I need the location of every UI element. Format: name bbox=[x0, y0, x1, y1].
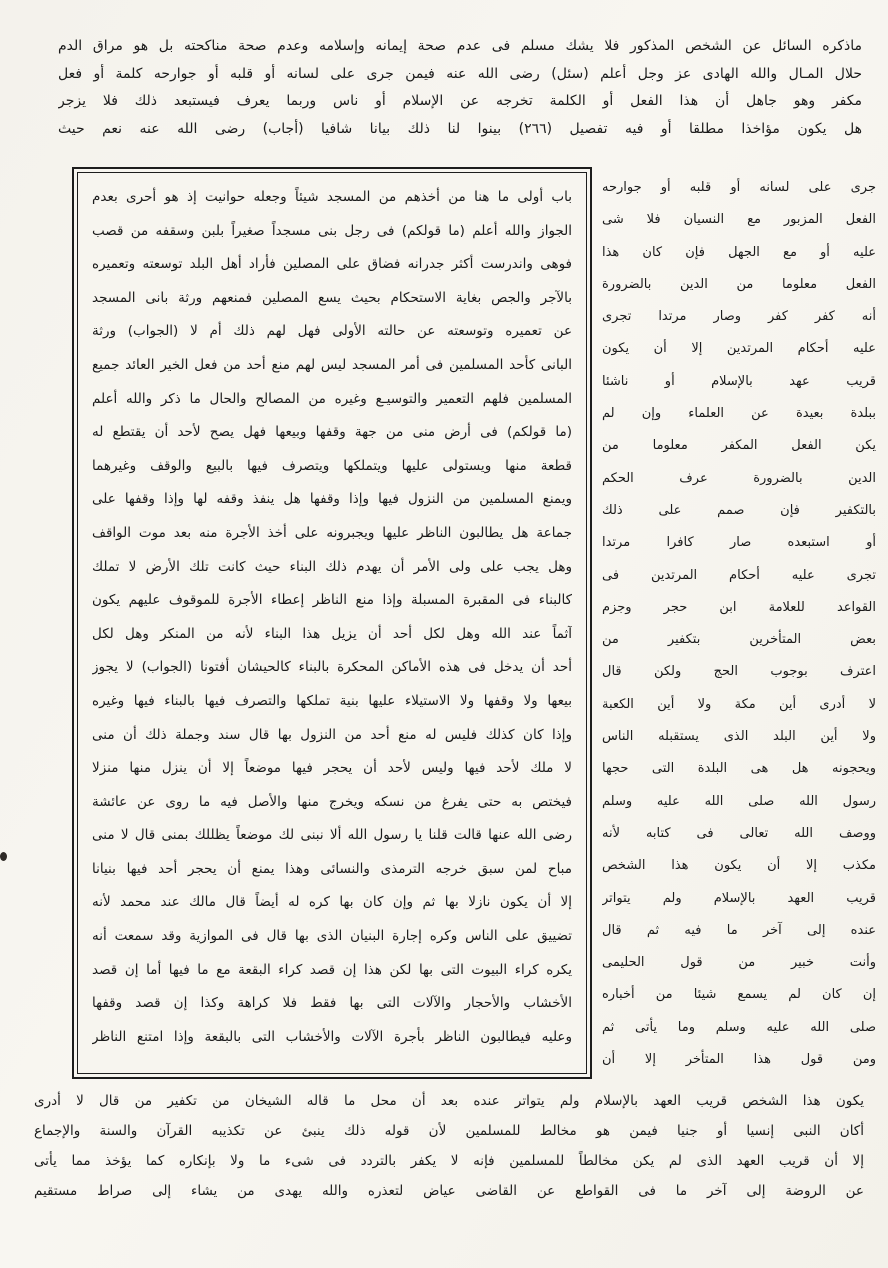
framed-text-line: جماعة هل يطالبون الناظر عليها ويجبرونه على أخذ الأجرة منه بعد موت الواقف bbox=[92, 524, 572, 541]
main-text-frame bbox=[72, 167, 592, 1079]
margin-text-line: اعترف بوجوب الحج ولكن قال bbox=[602, 664, 876, 680]
margin-text-line: وأنت خبير من قول الحليمى bbox=[602, 955, 876, 971]
framed-text-line: بالآجر والجص بغاية الاستحكام بحيث يسع المصلين فمنعهم ورثة بانى المسجد bbox=[92, 289, 572, 306]
framed-text-line: وإذا كان كذلك فليس له منع أحد من النزول بها قال سند وجملة ذلك أن منى bbox=[92, 726, 572, 743]
framed-text-line: كالبناء فى المقبرة المسبلة وإذا منع الناظر إعطاء الأجرة للموقوف عليهم يكون bbox=[92, 592, 572, 609]
framed-text-line: أحد أن يدخل فى هذه الأماكن المحكرة بالبناء كالحيشان أفتونا (الجواب) لا يجوز bbox=[92, 659, 572, 676]
margin-text-line: ولا أين البلد الذى يستقبله الناس bbox=[602, 729, 876, 745]
margin-text-line: بعض المتأخرين بتكفير من bbox=[602, 632, 876, 648]
framed-text-line: فوهى واندرست أكثر جدرانه فضاق على المصلين فأراد أهل البلد توسعته وتعميره bbox=[92, 256, 572, 273]
framed-text-line: البانى كأحد المسلمين فى أمر المسجد ليس لهم منع أحد من فعل الخير العائد جميع bbox=[92, 356, 572, 373]
margin-commentary-column bbox=[602, 172, 876, 1076]
footer-text-line: عن الروضة إلى آخر ما فى القواطع عن القاضى عياض لتعذره والله يهدى من يشاء إلى صراط مستقيم bbox=[34, 1183, 864, 1199]
frame-inner-text bbox=[77, 172, 587, 1074]
framed-text-line: باب أولى ما هنا من أخذهم من المسجد شيئاً وجعله حوانيت إذ هو أحرى بعدم bbox=[92, 189, 572, 205]
footer-text-line: إلا أن قريب العهد الذى لم يكن مخالطاً للمسلمين فإنه لا يكفر بالتردد فى شىء ما ولا بإنكاره كما يؤخذ مما يأتى bbox=[34, 1153, 864, 1169]
margin-text-line: تجرى عليه أحكام المرتدين فى bbox=[602, 567, 876, 583]
margin-text-line: عليه أحكام المرتدين إلا أن يكون bbox=[602, 341, 876, 357]
framed-text-line: مباح لمن سبق خرجه الترمذى والنسائى وهذا يمنع أن يحجر أحد فيها بنيانا bbox=[92, 860, 572, 877]
framed-text-line: يكره كراء البيوت التى بها لكن هذا إن قصد كراء البقعة مع ما فيها أما إن قصد bbox=[92, 961, 572, 978]
framed-text-line: (ما قولكم) فى أرض منى من جهة وقفها وبيعها فهل يصح لأحد أن يقتطع له bbox=[92, 424, 572, 441]
margin-text-line: أو استبعده صار كافرا مرتدا bbox=[602, 535, 876, 551]
framed-text-line: وعليه فيطالبون الناظر بأجرة الآلات والأخشاب التى بالبقعة وإذا امتنع الناظر bbox=[92, 1028, 572, 1045]
margin-text-line: ومن قول هذا المتأخر إلا أن bbox=[602, 1052, 876, 1068]
header-text-line: ماذكره السائل عن الشخص المذكور فلا يشك مسلم فى عدم صحة إيمانه وإسلامه وعدم صحة مناكحته بل هو مراق الدم bbox=[58, 38, 862, 54]
margin-text-line: ويحجونه هل هى البلدة التى حجها bbox=[602, 761, 876, 777]
ink-mark bbox=[0, 852, 7, 861]
framed-text-line: رضى الله عنها قالت قلنا يا رسول الله ألا نبنى لك موضعاً يظللك بمنى قال لا منى bbox=[92, 827, 572, 844]
margin-text-line: جرى على لسانه أو قلبه أو جوارحه bbox=[602, 180, 876, 195]
margin-text-line: قريب عهد بالإسلام أو ناشئا bbox=[602, 373, 876, 389]
framed-text-line: الأخشاب والأحجار والآلات التى بها فقط فلا كراهة وكذا إن قصد وقفها bbox=[92, 995, 572, 1012]
framed-text-line: قطعة منها ويستولى عليها ويتملكها ويتصرف فيها بالبيع والوقف وغيرهما bbox=[92, 457, 572, 474]
framed-text-line: الجواز والله أعلم (ما قولكم) فى رجل بنى مسجداً صغيراً بلبن وسقفه من قصب bbox=[92, 222, 572, 239]
margin-text-line: مكذب إلا أن يكون هذا الشخص bbox=[602, 858, 876, 874]
margin-text-line: رسول الله صلى الله عليه وسلم bbox=[602, 793, 876, 809]
framed-text-line: فيختص به حتى يفرغ من نسكه ويخرج منها والأصل فيه ما روى عن عائشة bbox=[92, 793, 572, 810]
footer-text-block bbox=[34, 1086, 864, 1206]
framed-text-line: ويمنع المسلمين من النزول فيها وإذا وقفها هل ينفذ وقفه لها وإذا وقفها على bbox=[92, 491, 572, 508]
framed-text-line: بيعها ولا وقفها ولا الاستيلاء عليها بنية تملكها والتصرف فيها بالبناء فيها وغيره bbox=[92, 692, 572, 709]
margin-text-line: لا أدرى أين مكة ولا أين الكعبة bbox=[602, 696, 876, 712]
footer-text-line: يكون هذا الشخص قريب العهد بالإسلام ولم يتواتر عنده بعد أن محل ما قاله الشيخان من تكفير من قال لا أدرى bbox=[34, 1093, 864, 1109]
margin-text-line: الفعل معلوما من الدين بالضرورة bbox=[602, 276, 876, 292]
margin-text-line: القواعد للعلامة ابن حجر وجزم bbox=[602, 599, 876, 615]
margin-text-line: عليه أو مع الجهل فإن كان هذا bbox=[602, 244, 876, 260]
framed-text-line: لا ملك لأحد فيها وليس لأحد أن يحجر فيها موضعاً إلا أن ينزل منها منزلا bbox=[92, 760, 572, 777]
margin-text-line: ووصف الله تعالى فى كتابه لأنه bbox=[602, 825, 876, 841]
footer-text-line: أكان النبى إنسيا أو جنيا فيمن هو مخالط للمسلمين لأن قوله ذلك ينبئ عن تكذيبه القرآن والسنة والإجماع bbox=[34, 1123, 864, 1139]
margin-text-line: الدين بالضرورة عرف الحكم bbox=[602, 470, 876, 486]
framed-text-line: تضييق على الناس وكره إجارة البنيان الذى بها قال فى الموازية وقد سمعت أنه bbox=[92, 928, 572, 945]
margin-text-line: عنده إلى آخر ما فيه ثم قال bbox=[602, 922, 876, 938]
margin-text-line: إن كان لم يسمع شيئا من أخباره bbox=[602, 987, 876, 1003]
header-text-line: هل يكون مؤاخذا مطلقا أو فيه تفصيل (٢٦٦) بينوا لنا ذلك بيانا شافيا (أجاب) رضى الله عنه نعم حيث bbox=[58, 120, 862, 137]
margin-text-line: الفعل المزبور مع النسيان فلا شى bbox=[602, 212, 876, 228]
header-text-block bbox=[58, 33, 862, 143]
margin-text-line: أنه كفر كفر وصار مرتدا تجرى bbox=[602, 309, 876, 325]
framed-text-line: آثماً عند الله وهل لكل أحد أن يزيل هذا البناء لأنه من المنكر وهل لكل bbox=[92, 625, 572, 642]
header-text-line: حلال المـال والله الهادى عز وجل أعلم (سئل) رضى الله عنه فيمن جرى على لسانه أو قلبه أو جوارحه كلمة أو فعل bbox=[58, 65, 862, 82]
framed-text-line: إلا أن يكون نازلا بها ثم وإن كان بها كره له أيضاً قال مالك عند محمد لأنه bbox=[92, 894, 572, 911]
framed-text-line: المسلمين فلهم التعمير والتوسيـع وغيره من المصالح والحال ما ذكر والله أعلم bbox=[92, 390, 572, 407]
margin-text-line: صلى الله عليه وسلم وما يأتى ثم bbox=[602, 1019, 876, 1035]
margin-text-line: يكن الفعل المكفر معلوما من bbox=[602, 438, 876, 454]
framed-text-line: وهل يجب على ولى الأمر أن يهدم ذلك البناء حيث كانت تلك الأرض لا تملك bbox=[92, 558, 572, 575]
framed-text-line: عن تعميره وتوسعته عن حالته الأولى فهل لهم ذلك أم لا (الجواب) ورثة bbox=[92, 323, 572, 340]
header-text-line: مكفر وهو جاهل أن هذا الفعل أو الكلمة تخرجه عن الإسلام أو ناس وربما يعرف فيستبعد ذلك فلا يزجر bbox=[58, 93, 862, 109]
margin-text-line: ببلدة بعيدة عن العلماء وإن لم bbox=[602, 406, 876, 422]
margin-text-line: قريب العهد بالإسلام ولم يتواتر bbox=[602, 890, 876, 906]
margin-text-line: بالتكفير فإن صمم على ذلك bbox=[602, 502, 876, 518]
